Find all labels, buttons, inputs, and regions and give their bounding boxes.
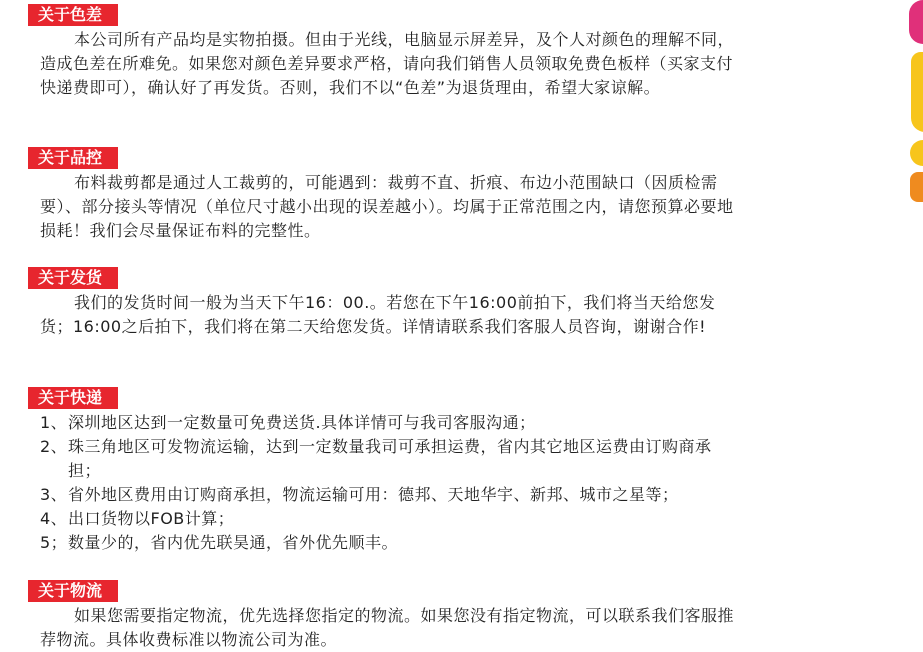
section-text-quality-control: 布料裁剪都是通过人工裁剪的，可能遇到：裁剪不直、折痕、布边小范围缺口（因质检需要）、部分接头等情况（单位尺寸越小出现的误差越小）。均属于正常范围之内，请您预算必要地损耗！我们会尽量保证布料的完整性。 xyxy=(40,173,734,240)
section-title-quality-control: 关于品控 xyxy=(28,147,118,169)
list-item-text: 珠三角地区可发物流运输，达到一定数量我司可承担运费，省内其它地区运费由订购商承担； xyxy=(68,437,712,480)
list-item xyxy=(40,507,738,531)
decorative-shape xyxy=(911,52,923,132)
list-item-number: 4、 xyxy=(40,509,68,528)
decorative-shape xyxy=(909,0,923,44)
decorative-shape xyxy=(910,140,923,166)
list-item xyxy=(40,531,738,555)
list-item-text: 数量少的，省内优先联昊通，省外优先顺丰。 xyxy=(68,533,399,552)
decorative-shape xyxy=(910,172,923,202)
section-title-color-difference: 关于色差 xyxy=(28,4,118,26)
decorative-side-graphic xyxy=(909,0,923,210)
list-item-number: 2、 xyxy=(40,437,68,456)
section-text-logistics: 如果您需要指定物流，优先选择您指定的物流。如果您没有指定物流，可以联系我们客服推荐物流。具体收费标准以物流公司为准。 xyxy=(40,606,735,649)
list-item-text: 出口货物以FOB计算； xyxy=(68,509,235,528)
section-quality-control xyxy=(28,147,738,243)
list-item xyxy=(40,435,738,483)
section-logistics xyxy=(28,580,738,652)
list-item-text: 深圳地区达到一定数量可免费送货.具体详情可与我司客服沟通； xyxy=(68,413,536,432)
express-list xyxy=(40,411,738,555)
section-title-logistics: 关于物流 xyxy=(28,580,118,602)
section-title-express: 关于快递 xyxy=(28,387,118,409)
list-item-number: 1、 xyxy=(40,413,68,432)
section-text-shipping: 我们的发货时间一般为当天下午16：00.。若您在下午16:00前拍下，我们将当天给您发货；16:00之后拍下，我们将在第二天给您发货。详情请联系我们客服人员咨询，谢谢合作! xyxy=(40,293,716,336)
list-item xyxy=(40,483,738,507)
section-color-difference xyxy=(28,4,738,100)
section-express xyxy=(28,387,738,555)
list-item-number: 3、 xyxy=(40,485,68,504)
section-text-color-difference: 本公司所有产品均是实物拍摄。但由于光线，电脑显示屏差异，及个人对颜色的理解不同，造成色差在所难免。如果您对颜色差异要求严格，请向我们销售人员领取免费色板样（买家支付快递费即可），确认好了再发货。否则，我们不以“色差”为退货理由，希望大家谅解。 xyxy=(40,30,735,97)
list-item xyxy=(40,411,738,435)
list-item-text: 省外地区费用由订购商承担，物流运输可用：德邦、天地华宇、新邦、城市之星等； xyxy=(68,485,679,504)
list-item-number: 5； xyxy=(40,533,68,552)
section-shipping xyxy=(28,267,738,339)
section-title-shipping: 关于发货 xyxy=(28,267,118,289)
